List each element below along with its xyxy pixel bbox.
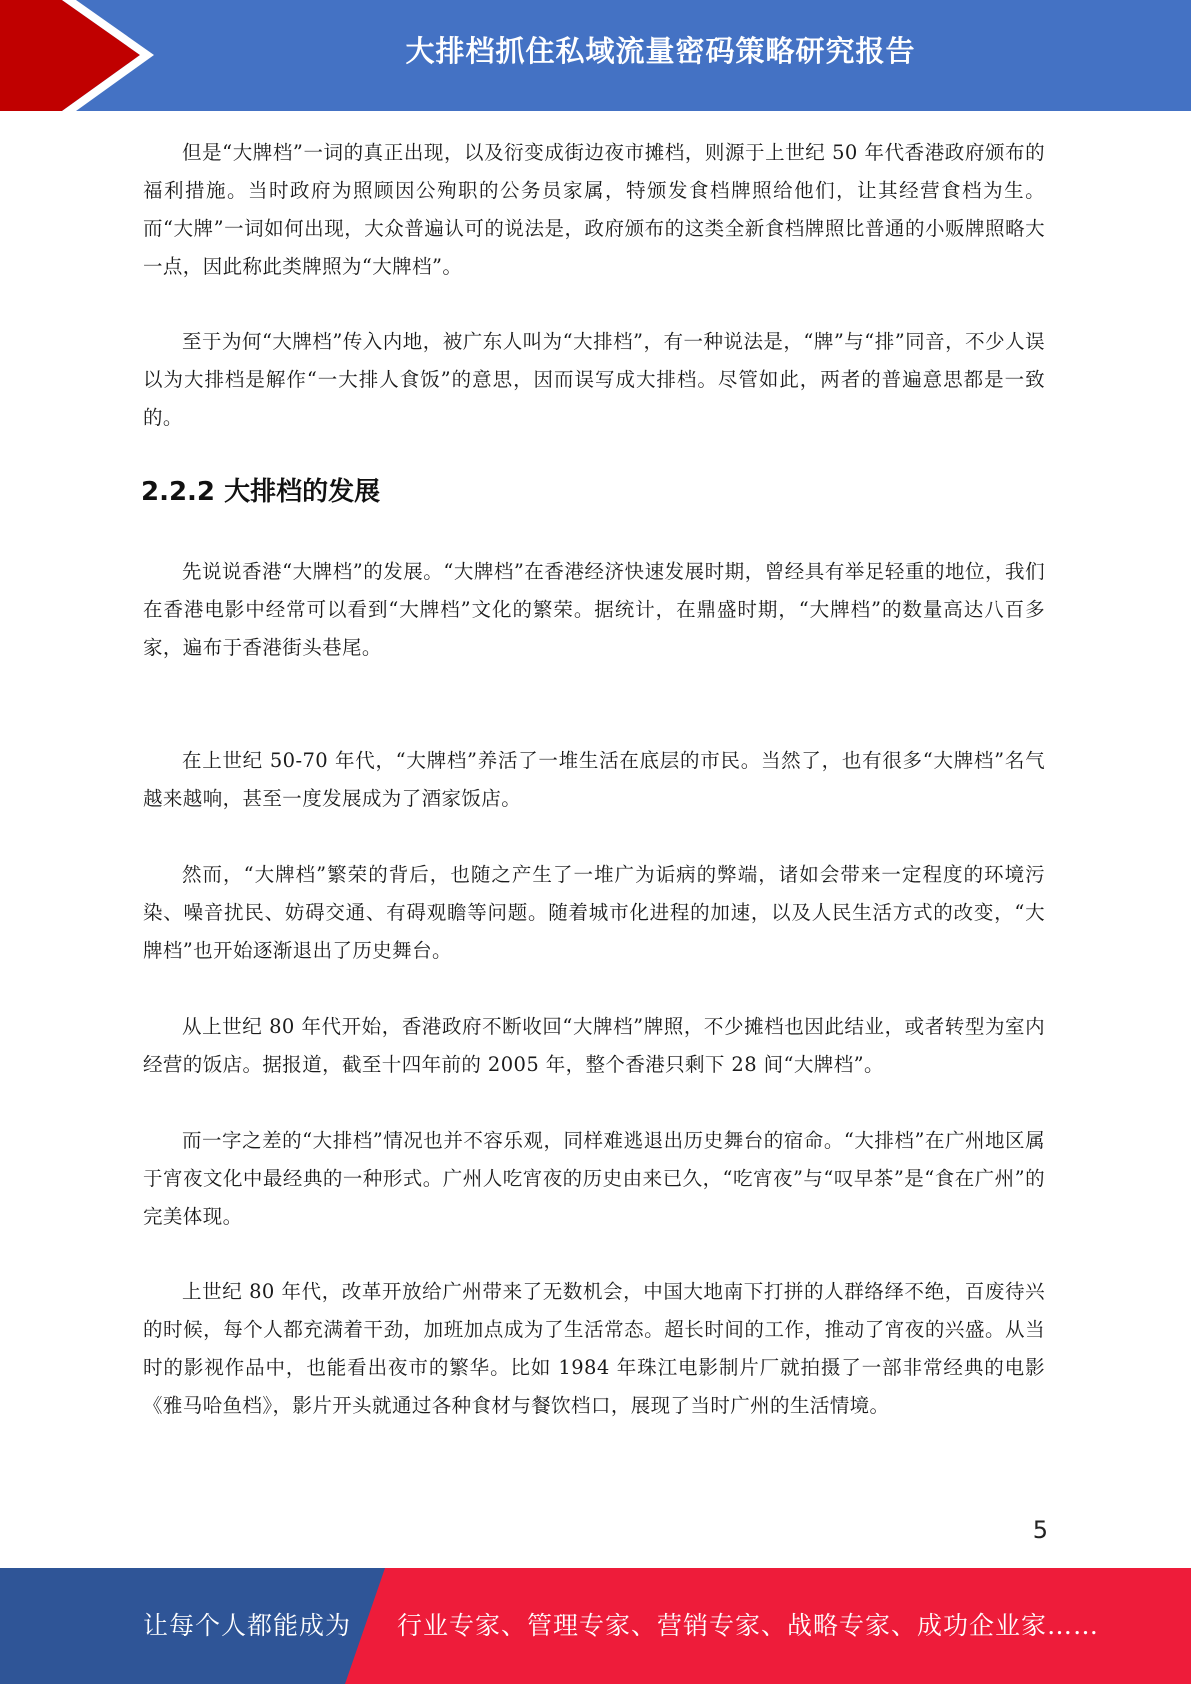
- footer-slogan-left: 让每个人都能成为: [143, 1611, 352, 1640]
- paragraph-50-70s: 在上世纪 50-70 年代，“大牌档”养活了一堆生活在底层的市民。当然了，也有很多“大牌档”名气越来越响，甚至一度发展成为了酒家饭店。: [143, 749, 1045, 810]
- footer-slogan-right: 行业专家、管理专家、营销专家、战略专家、成功企业家……: [397, 1611, 1100, 1640]
- page-number: 5: [1032, 1516, 1048, 1544]
- section-heading-2-2-2: 2.2.2 大排档的发展: [141, 477, 381, 507]
- document-title: 大排档抓住私域流量密码策略研究报告: [405, 34, 916, 68]
- paragraph-drawbacks: 然而，“大牌档”繁荣的背后，也随之产生了一堆广为诟病的弊端，诸如会带来一定程度的环境污染、噪音扰民、妨碍交通、有碍观瞻等问题。随着城市化进程的加速，以及人民生活方式的改变，“大牌档”也开始逐渐退出了历史舞台。: [143, 863, 1045, 962]
- paragraph-hk-development: 先说说香港“大牌档”的发展。“大牌档”在香港经济快速发展时期，曾经具有举足轻重的地位，我们在香港电影中经常可以看到“大牌档”文化的繁荣。据统计，在鼎盛时期，“大牌档”的数量高达八百多家，遍布于香港街头巷尾。: [143, 560, 1045, 659]
- paragraph-licence-recall: 从上世纪 80 年代开始，香港政府不断收回“大牌档”牌照，不少摊档也因此结业，或者转型为室内经营的饭店。据报道，截至十四年前的 2005 年，整个香港只剩下 28 间“大牌档”。: [143, 1015, 1045, 1076]
- footer-banner: [0, 1568, 1191, 1684]
- header-banner: [0, 0, 1191, 111]
- paragraph-dapaidang-origin: 但是“大牌档”一词的真正出现，以及衍变成街边夜市摊档，则源于上世纪 50 年代香港政府颁布的福利措施。当时政府为照顾因公殉职的公务员家属，特颁发食档牌照给他们，让其经营食档为生。而“大牌”一词如何出现，大众普遍认可的说法是，政府颁布的这类全新食档牌照比普通的小贩牌照略大一点，因此称此类牌照为“大牌档”。: [143, 141, 1045, 278]
- paragraph-1980s-reform: 上世纪 80 年代，改革开放给广州带来了无数机会，中国大地南下打拼的人群络绎不绝，百废待兴的时候，每个人都充满着干劲，加班加点成为了生活常态。超长时间的工作，推动了宵夜的兴盛。从当时的影视作品中，也能看出夜市的繁华。比如 1984 年珠江电影制片厂就拍摄了一部非常经典的电影《雅马哈鱼档》，影片开头就通过各种食材与餐饮档口，展现了当时广州的生活情境。: [143, 1280, 1045, 1417]
- paragraph-dapaidang-name: 至于为何“大牌档”传入内地，被广东人叫为“大排档”，有一种说法是，“牌”与“排”同音，不少人误以为大排档是解作“一大排人食饭”的意思，因而误写成大排档。尽管如此，两者的普遍意思都是一致的。: [143, 330, 1045, 429]
- header-arrow-decoration: [0, 0, 160, 111]
- paragraph-guangzhou: 而一字之差的“大排档”情况也并不容乐观，同样难逃退出历史舞台的宿命。“大排档”在广州地区属于宵夜文化中最经典的一种形式。广州人吃宵夜的历史由来已久，“吃宵夜”与“叹早茶”是“食在广州”的完美体现。: [143, 1129, 1045, 1228]
